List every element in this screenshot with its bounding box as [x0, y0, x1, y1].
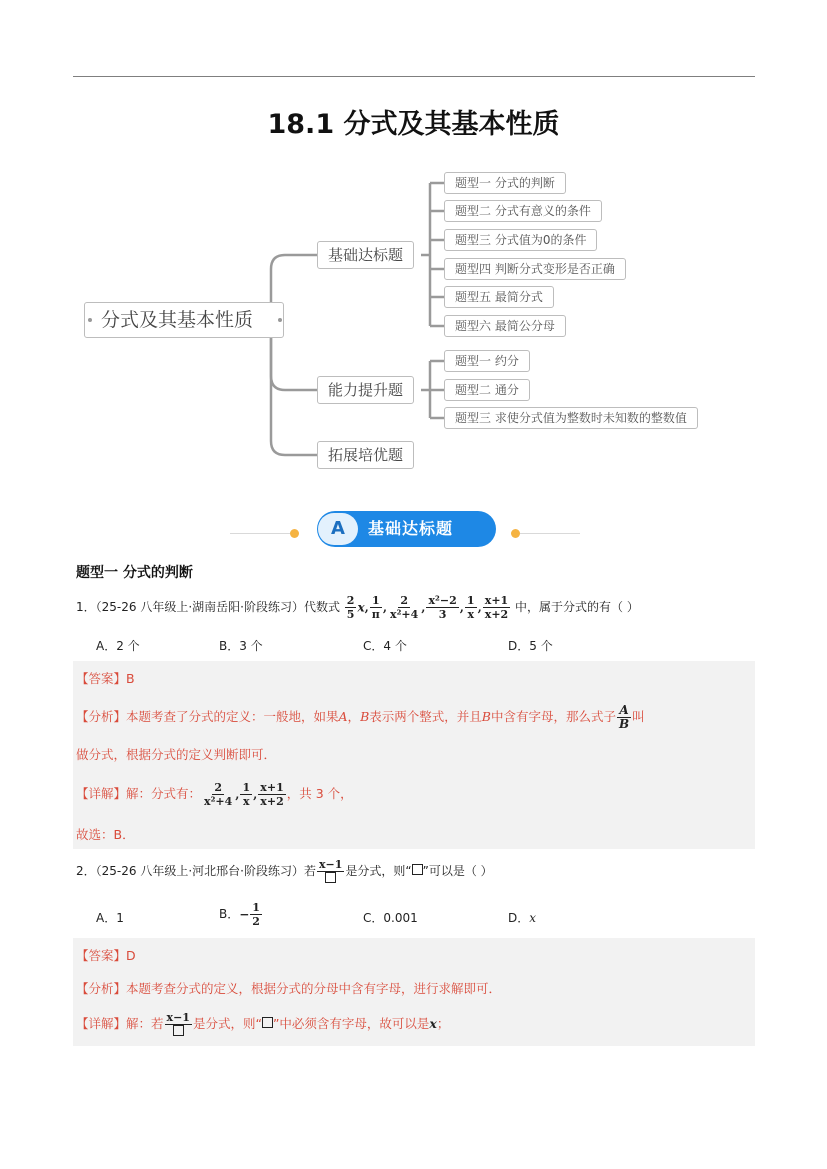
comma: ，	[347, 709, 361, 724]
frac-num: 1	[242, 781, 251, 794]
leaf-basic-6: 题型六 最简公分母	[444, 315, 566, 337]
mindmap-connectors	[0, 0, 827, 480]
comma: ,	[382, 600, 388, 615]
square-box-icon	[412, 864, 423, 875]
frac-den-square	[171, 1025, 186, 1039]
leaf-basic-1: 题型一 分式的判断	[444, 172, 566, 194]
detail-frac-2	[240, 781, 252, 808]
analysis-text: 表示两个整式，并且	[369, 709, 482, 724]
q1-frac-4	[426, 594, 458, 621]
q1-source: （25-26 八年级上·湖南岳阳·阶段练习）代数式	[95, 600, 340, 614]
section-title: 基础达标题	[368, 519, 454, 538]
question-2	[76, 856, 493, 886]
leaf-basic-2: 题型二 分式有意义的条件	[444, 200, 602, 222]
q2-detail-fraction	[165, 1011, 192, 1039]
detail-text: 【详解】解：若	[76, 1016, 164, 1031]
leaf-advanced-3: 题型三 求使分式值为整数时未知数的整数值	[444, 407, 698, 429]
topic-heading: 题型一 分式的判断	[76, 565, 193, 581]
q2-option-b-frac	[250, 901, 262, 928]
frac-num: 1	[466, 594, 475, 607]
analysis-text: 【分析】本题考查了分式的定义：一般地，如果	[76, 709, 339, 724]
frac-den: x+2	[260, 795, 284, 808]
q1-option-d: D．5 个	[508, 639, 553, 653]
banner-dot-left	[290, 529, 299, 538]
q1-option-c: C．4 个	[363, 639, 407, 653]
frac-den-square	[323, 872, 338, 886]
q1-analysis-line2: 做分式，根据分式的定义判断即可．	[76, 747, 277, 762]
q1-tail: 中，属于分式的有（ ）	[515, 600, 639, 614]
detail-text: 是分式，则“	[192, 1016, 262, 1031]
leaf-basic-3: 题型三 分式值为0的条件	[444, 229, 597, 251]
comma: ,	[235, 787, 240, 802]
banner-line-left	[230, 533, 290, 534]
q2-option-d	[508, 909, 536, 926]
frac-num: 2	[400, 594, 408, 607]
q2-analysis: 【分析】本题考查分式的定义，根据分式的分母中含有字母，进行求解即可．	[76, 981, 502, 996]
frac-den: B	[618, 717, 630, 731]
minus-sign: −	[239, 907, 250, 922]
q2-mid: 是分式，则“	[345, 864, 412, 878]
frac-den: x+2	[484, 608, 509, 621]
q1-frac-5	[465, 594, 477, 621]
square-box-icon	[173, 1025, 184, 1036]
q1-var-x: x	[357, 600, 365, 615]
frac-den: 3	[438, 608, 447, 621]
q1-choice: 故选：B．	[76, 827, 135, 842]
q2-detail	[76, 1009, 449, 1039]
frac-num: x²−2	[428, 594, 457, 607]
branch-advanced: 能力提升题	[317, 376, 414, 404]
frac-den: 5	[346, 608, 355, 621]
q1-frac-6	[483, 594, 510, 621]
frac-num: x−1	[318, 857, 343, 871]
frac-num: 2	[214, 781, 222, 794]
frac-num: x−1	[166, 1010, 190, 1024]
var-x: x	[529, 911, 537, 925]
analysis-text: 叫	[632, 709, 645, 724]
leaf-basic-5: 题型五 最简分式	[444, 286, 554, 308]
frac-den: x	[467, 608, 475, 621]
frac-num: 2	[346, 594, 355, 607]
leaf-advanced-1: 题型一 约分	[444, 350, 530, 372]
comma: ,	[253, 787, 258, 802]
page-title: 18.1 分式及其基本性质	[267, 109, 560, 140]
q1-option-b: B．3 个	[219, 639, 263, 653]
detail-end: ；	[436, 1016, 450, 1031]
q2-tail: ”可以是（ ）	[422, 864, 493, 878]
var-B: B	[360, 709, 370, 724]
leaf-basic-4: 题型四 判断分式变形是否正确	[444, 258, 626, 280]
leaf-advanced-2: 题型二 通分	[444, 379, 530, 401]
q1-number: 1．	[76, 600, 96, 614]
mindmap-root: 分式及其基本性质	[84, 302, 284, 338]
comma: ,	[459, 600, 464, 615]
q1-analysis-line1	[76, 701, 645, 733]
comma: ,	[477, 600, 482, 615]
frac-den: 2	[252, 915, 260, 928]
var-B: B	[481, 709, 491, 724]
frac-num: x+1	[260, 781, 284, 794]
q2-option-b	[219, 898, 263, 931]
q2-option-c: C．0.001	[363, 911, 418, 925]
banner-line-right	[520, 533, 580, 534]
var-A: A	[338, 709, 348, 724]
q1-frac-3	[388, 594, 420, 621]
q1-answer: 【答案】B	[76, 671, 135, 686]
root-right-handle	[278, 318, 282, 322]
frac-A-over-B	[617, 704, 631, 731]
option-label: B．	[219, 907, 240, 921]
var-x: x	[429, 1016, 437, 1031]
detail-frac-1	[202, 781, 234, 808]
frac-num: 1	[372, 594, 380, 607]
q2-fraction	[317, 858, 344, 886]
banner-dot-right	[511, 529, 520, 538]
q1-frac-1	[345, 594, 357, 621]
q2-source: （25-26 八年级上·河北邢台·阶段练习）若	[95, 864, 316, 878]
frac-den: π	[371, 608, 380, 621]
frac-num: A	[619, 703, 629, 717]
comma: ,	[421, 600, 426, 615]
q1-frac-2	[370, 594, 382, 621]
q1-option-a: A．2 个	[96, 639, 140, 653]
question-1	[76, 592, 639, 623]
square-box-icon	[262, 1017, 273, 1028]
root-left-handle	[88, 318, 92, 322]
square-box-icon	[325, 872, 336, 883]
q2-number: 2．	[76, 864, 96, 878]
q2-option-a: A．1	[96, 911, 124, 925]
option-label: D．	[508, 911, 530, 925]
frac-num: x+1	[484, 594, 509, 607]
frac-den: x²+4	[390, 608, 419, 621]
branch-extension: 拓展培优题	[317, 441, 414, 469]
frac-num: 1	[252, 901, 260, 914]
frac-den: x	[243, 795, 250, 808]
detail-frac-3	[258, 781, 285, 808]
analysis-text: 中含有字母，那么式子	[490, 709, 616, 724]
q2-answer: 【答案】D	[76, 948, 136, 963]
section-letter: A	[318, 513, 358, 545]
comma: ,	[364, 600, 369, 615]
frac-den: x²+4	[204, 795, 233, 808]
branch-basic: 基础达标题	[317, 241, 414, 269]
q1-detail	[76, 779, 353, 810]
detail-text: ，共 3 个，	[286, 786, 353, 801]
detail-text: 【详解】解：分式有：	[76, 786, 202, 801]
detail-text: ”中必须含有字母，故可以是	[272, 1016, 430, 1031]
